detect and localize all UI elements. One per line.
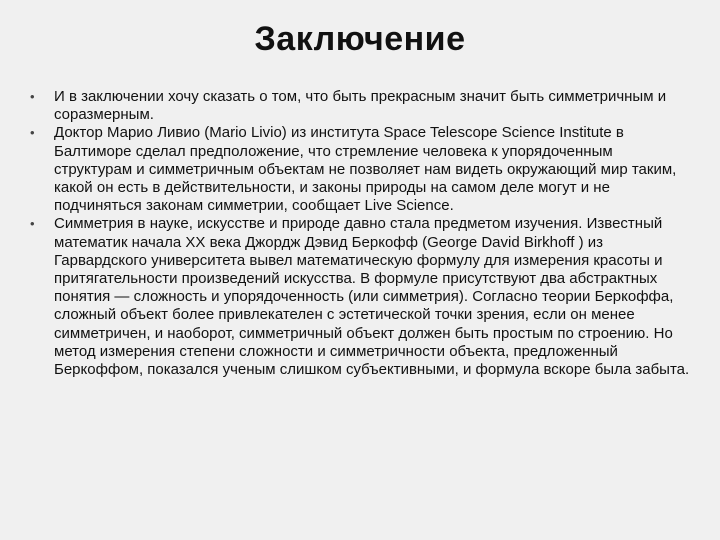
bullet-text: Доктор Марио Ливио (Mario Livio) из института Space Telescope Science Institute в Балтиморе сделал предположение, что стремление человека к упорядоченным структурам и симметричным объектам не позволяет нам видеть окружающий мир таким, какой он есть в действительности, и законы природы на самом деле могут и не подчиняться законам симметрии, сообщает Live Science. xyxy=(54,124,677,215)
bullet-marker: • xyxy=(30,125,35,141)
bullet-list xyxy=(30,88,694,379)
bullet-item-3 xyxy=(30,215,694,379)
bullet-item-1 xyxy=(30,88,694,124)
bullet-item-2 xyxy=(30,124,694,215)
bullet-text: Симметрия в науке, искусстве и природе давно стала предметом изучения. Известный математик начала XX века Джордж Дэвид Беркофф (George David Birkhoff ) из Гарвардского университета вывел математическую формулу для измерения красоты и притягательности произведений искусства. В формуле присутствуют два абстрактных понятия — сложность и упорядоченность (или симметрия). Согласно теории Беркоффа, сложный объект более привлекателен с эстетической точки зрения, если он менее симметричен, и наоборот, симметричный объект должен быть простым по строению. Но метод измерения степени сложности и симметричности объекта, предложенный Беркоффом, показался ученым слишком субъективными, и формула вскоре была забыта. xyxy=(54,215,690,379)
slide-title: Заключение xyxy=(254,20,466,58)
bullet-marker: • xyxy=(30,89,35,104)
bullet-text: И в заключении хочу сказать о том, что быть прекрасным значит быть симметричным и соразмерным. xyxy=(54,88,667,124)
bullet-marker: • xyxy=(30,216,35,232)
